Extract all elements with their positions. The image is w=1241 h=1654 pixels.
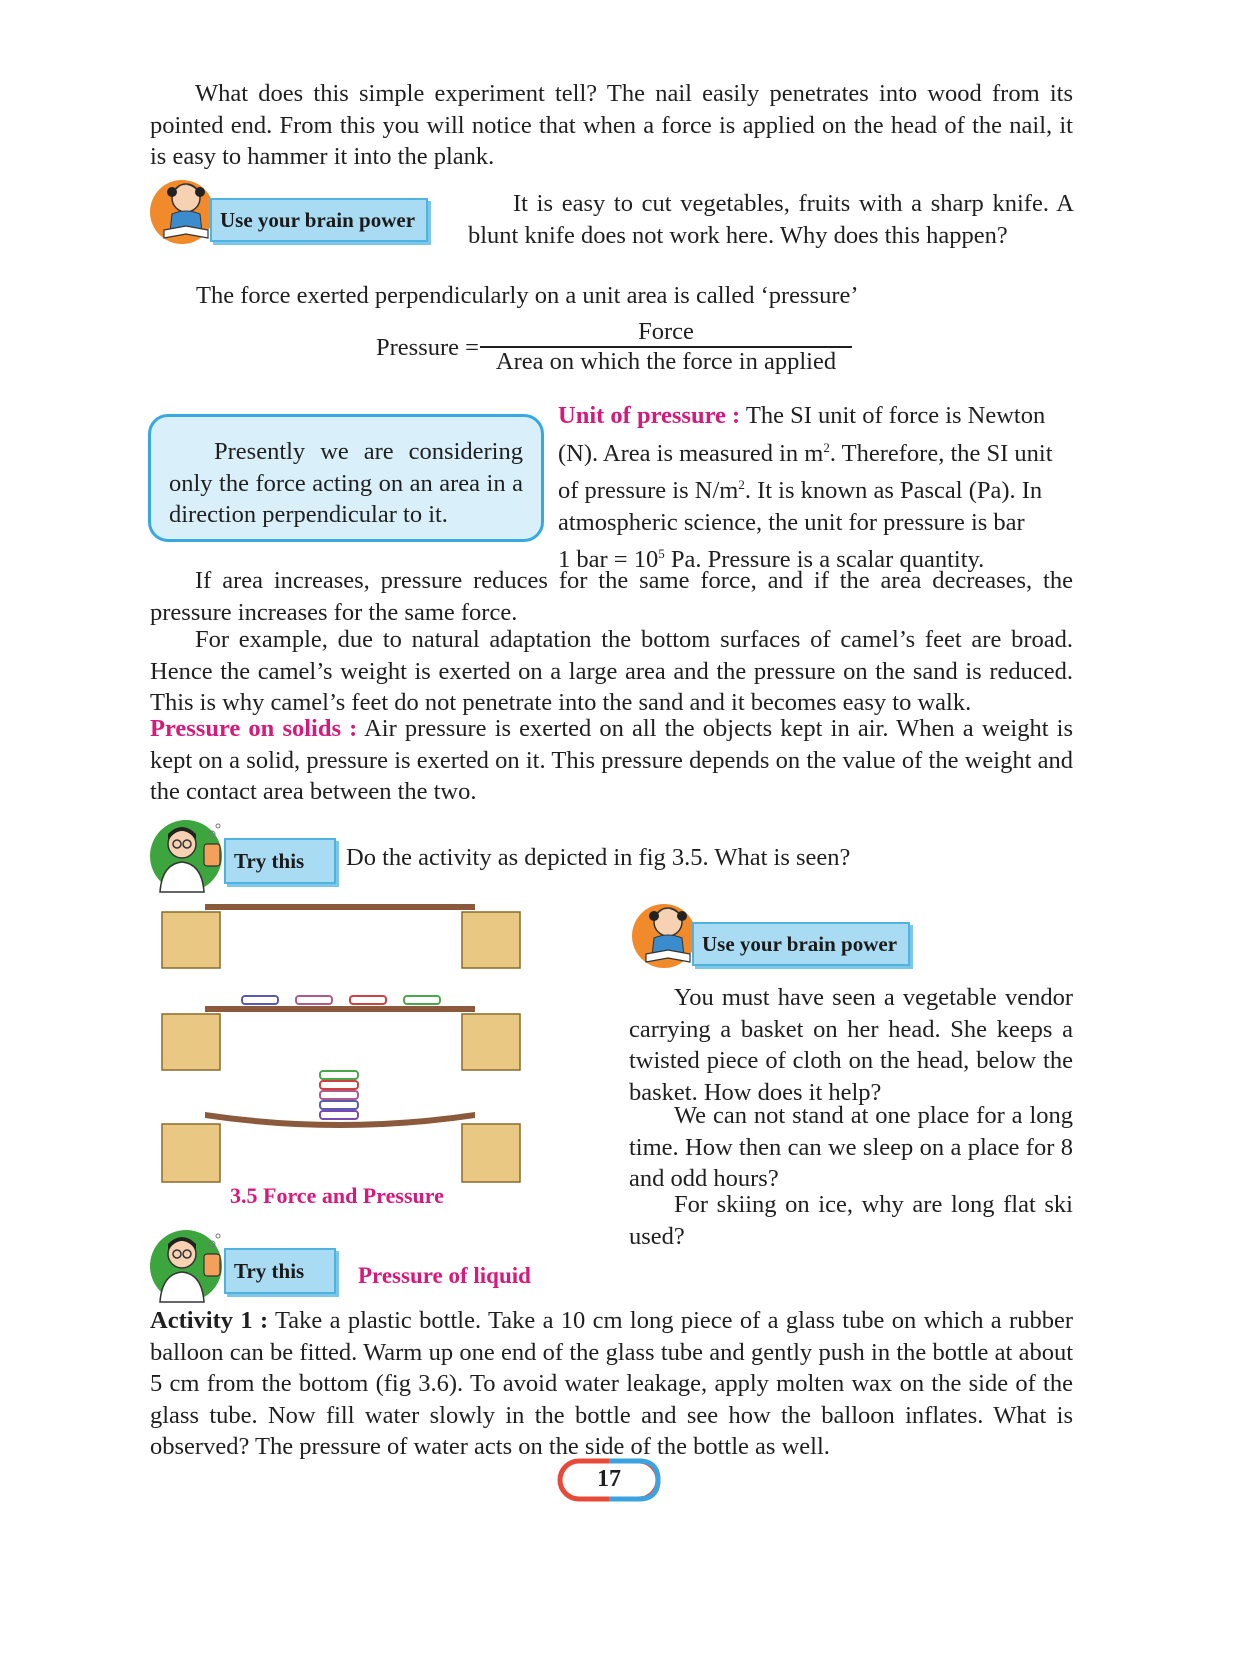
- sleep-question: We can not stand at one place for a long time. How then can we sleep on a place for 8 and odd hours?: [629, 1102, 1073, 1192]
- plank: [205, 1006, 475, 1012]
- book: [404, 996, 440, 1004]
- wooden-block: [462, 1124, 520, 1182]
- formula-denominator: Area on which the force in applied: [495, 348, 837, 375]
- intro-paragraph: What does this simple experiment tell? The nail easily penetrates into wood from its pointed end. From this you will notice that when a force is applied on the head of the nail, it is easy to hammer it into the plank.: [150, 80, 1073, 170]
- formula-lhs: Pressure =: [376, 334, 479, 361]
- book: [242, 996, 278, 1004]
- activity-1: [150, 1305, 1073, 1463]
- book: [320, 1071, 358, 1079]
- camel-paragraph: For example, due to natural adaptation the bottom surfaces of camel’s feet are broad. Hence the camel’s weight is exerted on a large area and the pressure on the sand is reduced. This is why camel’s feet do not penetrate into the sand and it becomes easy to walk.: [150, 626, 1073, 716]
- use-your-brain-power-tag-2: Use your brain power: [692, 922, 910, 966]
- girl-thinking-icon: [148, 172, 218, 246]
- wooden-block: [462, 912, 520, 968]
- pressure-on-solids: [150, 713, 1073, 808]
- try-this-tag-2: Try this: [224, 1248, 336, 1294]
- activity-text: Take a plastic bottle. Take a 10 cm long piece of a glass tube on which a rubber balloon can be fitted. Warm up one end of the glass tube and gently push in the bottle at about 5 cm from the bottom (fig 3.6). To avoid water leakage, apply molten wax on the side of the glass tube. Now fill water slowly in the bottle and see how the balloon inflates. What is observed? The pressure of water acts on the side of the bottle as well.: [150, 1307, 1073, 1460]
- scientist-icon: [146, 1222, 232, 1304]
- wooden-block: [162, 912, 220, 968]
- unit-line2a: (N). Area is measured in m: [558, 439, 824, 467]
- figure-caption: 3.5 Force and Pressure: [230, 1183, 444, 1208]
- activity-label: Activity 1 :: [150, 1307, 269, 1334]
- plank: [205, 904, 475, 910]
- vendor-question: You must have seen a vegetable vendor carrying a basket on her head. She keeps a twisted piece of cloth on the head, below the basket. How does it help?: [629, 984, 1073, 1106]
- unit-line4: atmospheric science, the unit for pressure is bar: [558, 508, 1025, 536]
- force-pressure-figure: [150, 898, 530, 1210]
- formula-numerator: Force: [638, 318, 694, 345]
- page-number: 17: [597, 1466, 621, 1492]
- superscript-2: 2: [823, 439, 830, 455]
- solids-text: Air pressure is exerted on all the objects kept in air. When a weight is kept on a solid, pressure is exerted on it. This pressure depends on the value of the weight and the contact area between the two.: [150, 715, 1073, 805]
- book: [350, 996, 386, 1004]
- wooden-block: [162, 1124, 220, 1182]
- book: [296, 996, 332, 1004]
- area-pressure-paragraph: If area increases, pressure reduces for the same force, and if the area decreases, the pressure increases for the same force.: [150, 567, 1073, 626]
- pressure-of-liquid-heading: Pressure of liquid: [358, 1263, 531, 1288]
- unit-line3a: of pressure is N/m: [558, 477, 739, 505]
- ski-question: For skiing on ice, why are long flat ski used?: [629, 1191, 1073, 1250]
- wooden-block: [162, 1014, 220, 1070]
- unit-heading: Unit of pressure :: [558, 402, 741, 429]
- unit-line1: The SI unit of force is Newton: [740, 402, 1046, 429]
- pressure-definition: The force exerted perpendicularly on a unit area is called ‘pressure’: [196, 282, 859, 309]
- try-this-instruction: Do the activity as depicted in fig 3.5. What is seen?: [346, 844, 851, 871]
- unit-line2b: . Therefore, the SI unit: [829, 439, 1053, 467]
- unit-line5b: Pa. Pressure is a scalar quantity.: [664, 546, 985, 574]
- unit-of-pressure: [558, 400, 1078, 576]
- brain-power-question: It is easy to cut vegetables, fruits with a sharp knife. A blunt knife does not work here. Why does this happen?: [468, 190, 1074, 249]
- superscript-2b: 2: [738, 477, 745, 493]
- use-your-brain-power-tag: Use your brain power: [210, 198, 428, 242]
- book: [320, 1081, 358, 1089]
- note-box: Presently we are considering only the force acting on an area in a direction perpendicular to it.: [148, 414, 544, 542]
- book: [320, 1111, 358, 1119]
- book: [320, 1091, 358, 1099]
- book: [320, 1101, 358, 1109]
- girl-thinking-icon: [630, 896, 700, 970]
- wooden-block: [462, 1014, 520, 1070]
- unit-line3b: . It is known as Pascal (Pa). In: [744, 477, 1043, 505]
- solids-heading: Pressure on solids :: [150, 715, 358, 742]
- superscript-5: 5: [658, 546, 665, 562]
- scientist-icon: [146, 812, 232, 894]
- try-this-tag-1: Try this: [224, 838, 336, 884]
- unit-line5a: 1 bar = 10: [558, 546, 659, 574]
